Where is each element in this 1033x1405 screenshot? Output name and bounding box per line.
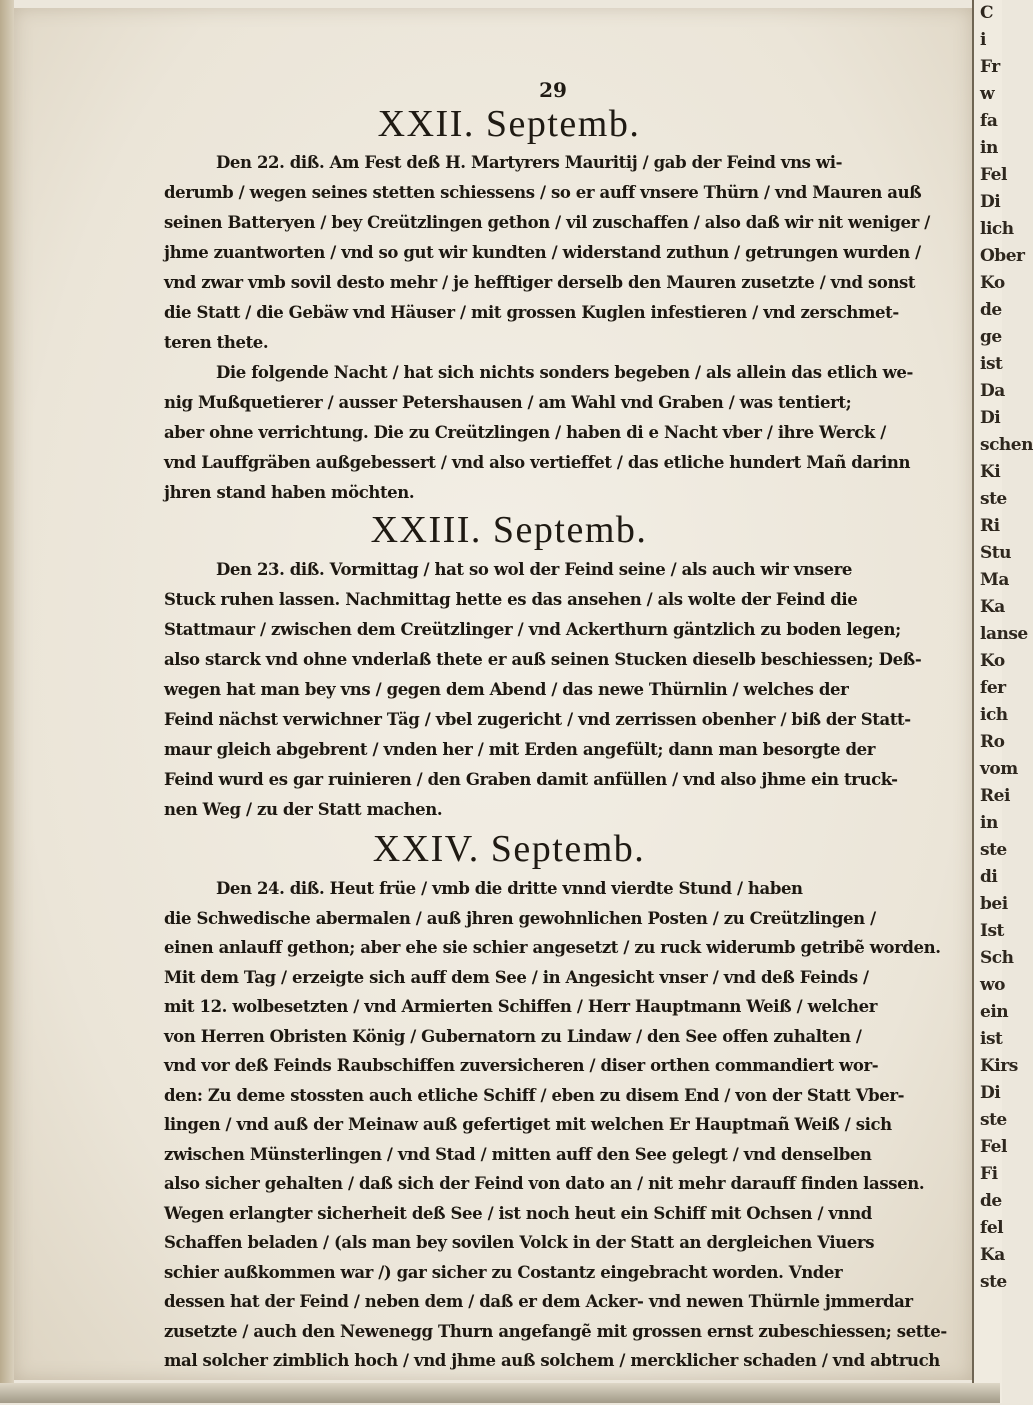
adjacent-page-fragment: vom — [980, 756, 1002, 783]
text-line: jhren stand haben möchten. — [164, 478, 954, 508]
adjacent-page-fragment: ste — [980, 837, 1002, 864]
text-line: jhme zuantworten / vnd so gut wir kundten / widerstand zuthun / getrungen wurden / — [164, 238, 954, 268]
adjacent-page-fragment: ist — [980, 351, 1002, 378]
text-line: aber ohne verrichtung. Die zu Creützlingen / haben di e Nacht vber / ihre Werck / — [164, 418, 954, 448]
text-line: Feind wurd es gar ruinieren / den Graben damit anfüllen / vnd also jhme ein truck- — [164, 765, 954, 795]
text-line: Den 23. diß. Vormittag / hat so wol der Feind seine / als auch wir vnsere — [164, 555, 954, 585]
text-line: einen anlauff gethon; aber ehe sie schier angesetzt / zu ruck widerumb getribẽ worden. — [164, 933, 954, 963]
text-line: lingen / vnd auß der Meinaw auß gefertiget mit welchen Er Hauptmañ Weiß / sich — [164, 1110, 954, 1140]
text-line: wegen hat man bey vns / gegen dem Abend / das newe Thürnlin / welches der — [164, 675, 954, 705]
adjacent-page-fragment: Di — [980, 1080, 1002, 1107]
text-line: seinen Batteryen / bey Creützlingen gethon / vil zuschaffen / also daß wir nit weniger / — [164, 208, 954, 238]
page-content — [164, 80, 954, 1405]
text-line: Den 22. diß. Am Fest deß H. Martyrers Mauritij / gab der Feind vns wi- — [164, 148, 954, 178]
adjacent-page-fragment: ste — [980, 486, 1002, 513]
text-line: Schaffen beladen / (als man bey sovilen Volck in der Statt an dergleichen Viuers — [164, 1228, 954, 1258]
section-heading-xxiv: XXIV. Septemb. — [64, 829, 954, 869]
text-line: Stattmaur / zwischen dem Creützlinger / vnd Ackerthurn gäntzlich zu boden legen; — [164, 615, 954, 645]
text-line: vnd zwar vmb sovil desto mehr / je hefftiger derselb den Mauren zusetzte / vnd sonst — [164, 268, 954, 298]
adjacent-page-fragment: wo — [980, 972, 1002, 999]
text-line: mal solcher zimblich hoch / vnd jhme auß solchem / mercklicher schaden / vnd abtruch — [164, 1346, 954, 1376]
book-page — [14, 8, 972, 1380]
adjacent-page-fragment: Fel — [980, 1134, 1002, 1161]
adjacent-page-fragment: lich — [980, 216, 1002, 243]
adjacent-page-fragment: Stu — [980, 540, 1002, 567]
text-line: dessen hat der Feind / neben dem / daß er dem Acker- vnd newen Thürnle jmmerdar — [164, 1287, 954, 1317]
text-line: mit 12. wolbesetzten / vnd Armierten Schiffen / Herr Hauptmann Weiß / welcher — [164, 992, 954, 1022]
text-line: zusetzte / auch den Newenegg Thurn angefangẽ mit grossen ernst zubeschiessen; sette- — [164, 1317, 954, 1347]
adjacent-page-fragment: w — [980, 81, 1002, 108]
scan-bottom-edge — [0, 1383, 1000, 1403]
adjacent-page-fragment: Di — [980, 189, 1002, 216]
section-heading-xxii: XXII. Septemb. — [64, 104, 954, 144]
adjacent-page-fragment: Ko — [980, 648, 1002, 675]
adjacent-page-fragment: Fr — [980, 54, 1002, 81]
adjacent-page-fragment: ge — [980, 324, 1002, 351]
adjacent-page-fragment: fer — [980, 675, 1002, 702]
adjacent-page-fragment: ein — [980, 999, 1002, 1026]
adjacent-page-fragment: Di — [980, 405, 1002, 432]
adjacent-page-fragment: ist — [980, 1026, 1002, 1053]
text-line: nen Weg / zu der Statt machen. — [164, 795, 954, 825]
adjacent-page-fragment: Ro — [980, 729, 1002, 756]
adjacent-page-fragment: lanse — [980, 621, 1002, 648]
scan-left-edge — [0, 0, 14, 1403]
adjacent-page-fragment: Ober — [980, 243, 1002, 270]
adjacent-page-fragment: schen — [980, 432, 1002, 459]
text-line: schier außkommen war /) gar sicher zu Costantz eingebracht worden. Vnder — [164, 1258, 954, 1288]
text-line: Wegen erlangter sicherheit deß See / ist noch heut ein Schiff mit Ochsen / vnnd — [164, 1199, 954, 1229]
adjacent-page-fragment: bei — [980, 891, 1002, 918]
text-line: Die folgende Nacht / hat sich nichts sonders begeben / als allein das etlich we- — [164, 358, 954, 388]
adjacent-page-fragment: de — [980, 1188, 1002, 1215]
adjacent-page-fragment: ste — [980, 1107, 1002, 1134]
paragraph — [164, 874, 954, 1405]
text-line: also starck vnd ohne vnderlaß thete er auß seinen Stucken dieselb beschiessen; Deß- — [164, 645, 954, 675]
paragraph — [164, 148, 954, 358]
adjacent-page-edge — [972, 0, 1002, 1403]
adjacent-page-fragment: Ki — [980, 459, 1002, 486]
text-line: nig Mußquetierer / ausser Petershausen / am Wahl vnd Graben / was tentiert; — [164, 388, 954, 418]
text-line: Stuck ruhen lassen. Nachmittag hette es das ansehen / als wolte der Feind die — [164, 585, 954, 615]
text-line: vnd vor deß Feinds Raubschiffen zuversicheren / diser orthen commandiert wor- — [164, 1051, 954, 1081]
adjacent-page-fragment: fa — [980, 108, 1002, 135]
adjacent-page-fragment: Ko — [980, 270, 1002, 297]
adjacent-page-fragment: Ka — [980, 594, 1002, 621]
text-line: also sicher gehalten / daß sich der Feind von dato an / nit mehr darauff finden lassen. — [164, 1169, 954, 1199]
adjacent-page-fragment: di — [980, 864, 1002, 891]
text-line: die Schwedische abermalen / auß jhren gewohnlichen Posten / zu Creützlingen / — [164, 904, 954, 934]
text-line: teren thete. — [164, 328, 954, 358]
text-line: Den 24. diß. Heut früe / vmb die dritte vnnd vierdte Stund / haben — [164, 874, 954, 904]
adjacent-page-fragment: Rei — [980, 783, 1002, 810]
text-line: Feind nächst verwichner Täg / vbel zugericht / vnd zerrissen obenher / biß der Statt- — [164, 705, 954, 735]
adjacent-page-fragment: Ri — [980, 513, 1002, 540]
adjacent-page-fragment: ste — [980, 1269, 1002, 1296]
text-line: maur gleich abgebrent / vnden her / mit Erden angefült; dann man besorgte der — [164, 735, 954, 765]
text-line: Mit dem Tag / erzeigte sich auff dem See / in Angesicht vnser / vnd deß Feinds / — [164, 963, 954, 993]
adjacent-page-fragment: Fi — [980, 1161, 1002, 1188]
adjacent-page-fragment: in — [980, 810, 1002, 837]
adjacent-page-fragment: fel — [980, 1215, 1002, 1242]
adjacent-page-fragment: de — [980, 297, 1002, 324]
text-line: zwischen Münsterlingen / vnd Stad / mitten auff den See gelegt / vnd denselben — [164, 1140, 954, 1170]
text-line: derumb / wegen seines stetten schiessens / so er auff vnsere Thürn / vnd Mauren auß — [164, 178, 954, 208]
text-line: vnd Lauffgräben außgebessert / vnd also vertieffet / das etliche hundert Mañ darinn — [164, 448, 954, 478]
text-line: die Statt / die Gebäw vnd Häuser / mit grossen Kuglen infestieren / vnd zerschmet- — [164, 298, 954, 328]
adjacent-page-fragment: Sch — [980, 945, 1002, 972]
section-heading-xxiii: XXIII. Septemb. — [64, 510, 954, 550]
adjacent-page-fragment: Da — [980, 378, 1002, 405]
adjacent-page-fragment: Fel — [980, 162, 1002, 189]
paragraph — [164, 555, 954, 825]
adjacent-page-fragment: Ist — [980, 918, 1002, 945]
adjacent-page-fragment: Kirs — [980, 1053, 1002, 1080]
page-number: 29 — [152, 80, 954, 102]
adjacent-page-fragment: Ka — [980, 1242, 1002, 1269]
adjacent-page-fragment: ich — [980, 702, 1002, 729]
adjacent-page-fragment: in — [980, 135, 1002, 162]
paragraph — [164, 358, 954, 508]
text-line: von Herren Obristen König / Gubernatorn zu Lindaw / den See offen zuhalten / — [164, 1022, 954, 1052]
adjacent-page-fragment: C — [980, 0, 1002, 27]
text-line: den: Zu deme stossten auch etliche Schiff / eben zu disem End / von der Statt Vber- — [164, 1081, 954, 1111]
adjacent-page-fragment: i — [980, 27, 1002, 54]
adjacent-page-fragment: Ma — [980, 567, 1002, 594]
